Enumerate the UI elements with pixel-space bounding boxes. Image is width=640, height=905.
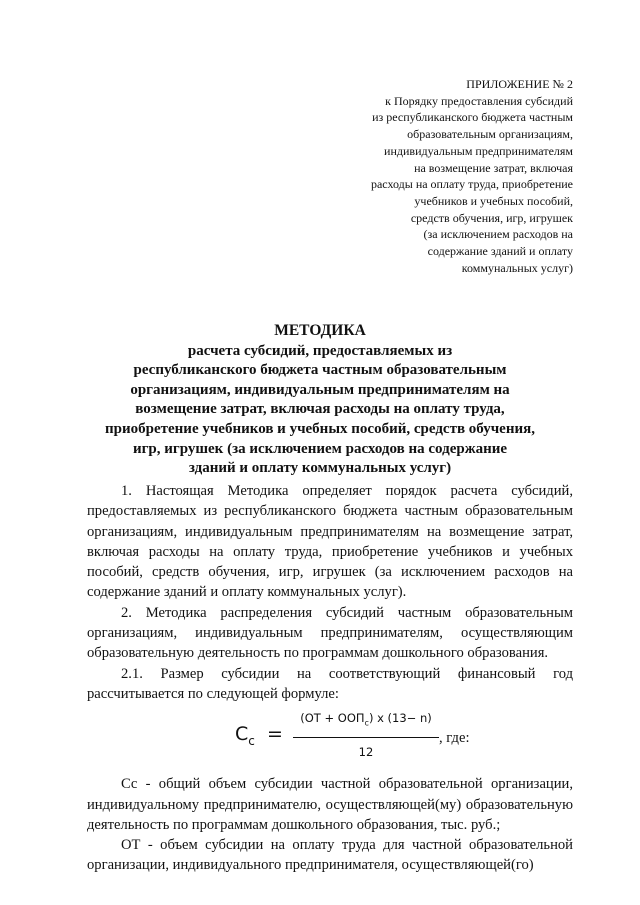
formula-numerator: $(ОТ + ООП_с)$ x (13− n)	[300, 711, 432, 728]
appendix-line: средств обучения, игр, игрушек	[410, 210, 573, 225]
paragraph-2-1: 2.1. Размер субсидии на соответствующий финансовый год рассчитывается по следующей формуле:	[87, 665, 573, 702]
formula-equals: =	[267, 723, 283, 746]
appendix-line: ПРИЛОЖЕНИЕ № 2	[466, 77, 573, 91]
appendix-header	[330, 76, 573, 276]
title-main: МЕТОДИКА	[274, 322, 366, 339]
appendix-line: учебников и учебных пособий,	[414, 193, 573, 208]
subsidy-formula	[87, 704, 573, 774]
title-line: расчета субсидий, предоставляемых из	[187, 342, 453, 359]
document-title	[80, 321, 560, 479]
appendix-line: на возмещение затрат, включая	[414, 160, 573, 175]
appendix-line: из республиканского бюджета частным	[372, 110, 573, 125]
document-body	[87, 481, 573, 876]
formula-denominator: 12	[358, 744, 374, 759]
appendix-line: расходы на оплату труда, приобретение	[370, 177, 573, 192]
formula-fraction	[291, 708, 441, 762]
title-line: игр, игрушек (за исключением расходов на содержание	[132, 440, 508, 457]
appendix-line: к Порядку предоставления субсидий	[385, 93, 573, 108]
formula-lhs: $C_с$	[235, 723, 255, 749]
formula-tail: , где:	[439, 730, 470, 747]
title-line: организациям, индивидуальным предпринимателям на	[130, 381, 510, 398]
paragraph-2: 2. Методика распределения субсидий частным образовательным организациям, индивидуальным предпринимателям, осуществляющим образовательную деятельность по программам дошкольного образования.	[87, 604, 573, 662]
appendix-line: коммунальных услуг)	[461, 260, 573, 275]
appendix-line: (за исключением расходов на	[423, 227, 573, 242]
definition-cc: Сс - общий объем субсидии частной образовательной организации, индивидуальному предпринимателю, осуществляющей(му) образовательную деятельность по программам дошкольного образования, тыс. руб.;	[87, 776, 573, 833]
paragraph-1: 1. Настоящая Методика определяет порядок расчета субсидий, предоставляемых из республиканского бюджета частным образовательным организациям, индивидуальным предпринимателям на возмещение затрат, включая расходы на оплату труда, приобретение учебников и учебных пособий, средств обучения, игр, игрушек (за исключением расходов на содержание зданий и оплату коммунальных услуг).	[87, 483, 573, 601]
title-line: приобретение учебников и учебных пособий, средств обучения,	[105, 420, 535, 437]
title-line: возмещение затрат, включая расходы на оплату труда,	[135, 401, 505, 418]
appendix-line: образовательным организациям,	[407, 127, 573, 142]
definition-ot: ОТ - объем субсидии на оплату труда для частной образовательной организации, индивидуального предпринимателя, осуществляющей(го)	[87, 837, 573, 874]
title-line: республиканского бюджета частным образовательным	[133, 362, 507, 379]
title-line: зданий и оплату коммунальных услуг)	[188, 460, 452, 477]
appendix-line: индивидуальным предпринимателям	[384, 143, 573, 158]
appendix-line: содержание зданий и оплату	[427, 244, 573, 259]
